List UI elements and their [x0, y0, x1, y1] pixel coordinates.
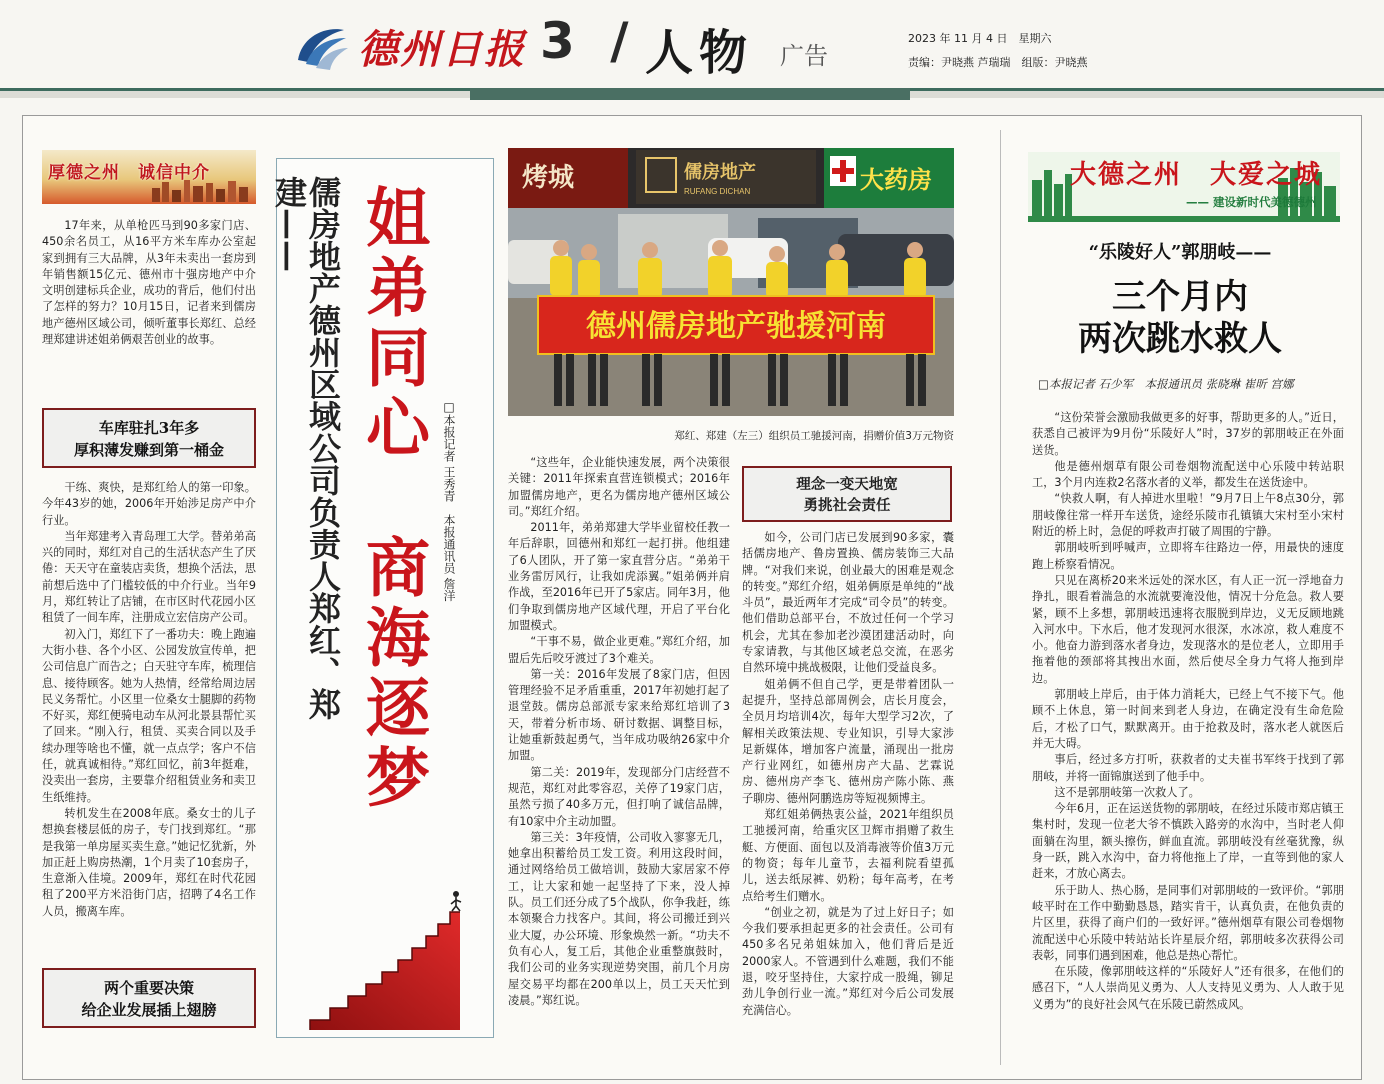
- column-divider: [1000, 130, 1001, 1065]
- intro-text: 17年来，从单枪匹马到90多家门店、450余名员工，从16平方米车库办公室起家到拥有三大品牌，从3年未卖出一套房到年销售额15亿元、德州市十强房地产中介文明创建标兵企业，成功的背后，他们付出了怎样的努力？10月15日，记者来到儒房地产德州区域公司，倾听董事长郑红、总经理郑建讲述姐弟俩艰苦创业的故事。: [42, 219, 256, 347]
- paragraph: “快救人啊，有人掉进水里啦！”9月7日上午8点30分，郭朋岐像往常一样开车送货，途经乐陵市孔镇镇大宋村至小宋村附近的桥上时，急促的呼救声打破了周围的宁静。: [1032, 492, 1344, 539]
- staircase-illustration: [300, 880, 480, 1030]
- paragraph: “这些年，企业能快速发展，两个决策很关键：2011年探索直营连锁模式；2016年加盟儒房地产，更名为儒房地产德州区域公司。”郑红介绍。: [508, 456, 730, 518]
- right-banner-subtitle: —— 建设新时代美德德州: [1186, 195, 1317, 209]
- feature-subtitle: 儒房地产德州区域公司负责人郑红、郑建——: [270, 176, 342, 720]
- headline-line: 三个月内: [1112, 277, 1248, 317]
- paragraph: 第一关：2016年发展了8家门店，但因管理经验不足矛盾重重，2017年初她打起了退堂鼓。儒房总部派专家来给郑红培训了3天，带着分析市场、研讨数据、调整目标，让她重新鼓起勇气，当年成功吸纳26家中介加盟。: [508, 667, 730, 763]
- editors-line: 责编：尹晓燕 芦瑞瑞 组版：尹晓燕: [908, 56, 1088, 69]
- paper-logo-icon: [292, 22, 350, 72]
- subhead-line: 厚积薄发赚到第一桶金: [73, 441, 224, 459]
- right-banner-title: 大德之州 大爱之城: [1070, 160, 1323, 190]
- paragraph: 郑红姐弟俩热衷公益，2021年组织员工驰援河南，给重灾区卫辉市捐赠了救生艇、方便面、面包以及消毒液等价值3万元的物资；每年儿童节，去福利院看望孤儿，送去纸尿裤、奶粉；每年高考，在考点给考生们赠水。: [742, 808, 954, 903]
- paragraph: 当年郑建考入青岛理工大学。替弟弟高兴的同时，郑红对自己的生活状态产生了厌倦：天天守在童装店卖货，想换个活法，思前想后选中了门槛较低的中介行业。当年9月，郑红转让了店铺，在市区时代花园小区租赁了一间车库，注册成立宏信房产公司。: [42, 529, 256, 625]
- subhead-box: [742, 466, 952, 522]
- photo-sign-pharmacy: 大药房: [860, 167, 932, 194]
- paragraph: 转机发生在2008年底。桑女士的儿子想换套楼层低的房子，专门找到郑红。“那是我第一单房屋买卖生意。”她记忆犹新，外加正赶上购房热潮，1个月卖了10套房子，生意渐入佳境。2009年，郑红在时代花园租了200平方米沿街门店，招聘了4名工作人员，搬离车库。: [42, 806, 256, 918]
- intro-paragraph: [42, 218, 256, 348]
- paragraph: 这不是郭朋岐第一次救人了。: [1054, 785, 1200, 799]
- photo-caption: 郑红、郑建（左三）组织员工驰援河南，捐赠价值3万元物资: [674, 430, 954, 442]
- paragraph: 第三关：3年疫情，公司收入寥寥无几，她拿出积蓄给员工发工资。利用这段时间，通过网络给员工做培训，鼓励大家居家不停工，让大家和她一起坚持了下来，没人掉队。员工们还分成了5个战队，你争我赶，练本领聚合力找客户。其间，将公司搬迁到兴业大厦，办公环境、形象焕然一新。“功夫不负有心人，复工后，其他企业重整旗鼓时，我们公司的业务实现逆势突围，前几个月房屋交易平均都在200单以上，员工天天忙到凌晨。”郑红说。: [508, 830, 730, 1007]
- feature-main-title: 姐弟同心 商海逐梦: [355, 184, 430, 814]
- subhead-line: 勇挑社会责任: [803, 497, 891, 514]
- subhead-box: [42, 968, 256, 1028]
- subhead-line: 理念一变天地宽: [796, 476, 898, 493]
- article-byline: □本报记者 石少军 本报通讯员 张晓琳 崔昕 宫娜: [1038, 377, 1294, 391]
- page-section: 人物: [645, 25, 754, 81]
- paragraph: 郭朋岐听到呼喊声，立即将车往路边一停，用最快的速度跑上桥察看情况。: [1032, 541, 1344, 571]
- subhead-line: 给企业发展插上翅膀: [81, 1001, 217, 1019]
- paragraph: 初入门，郑红下了一番功夫：晚上跑遍大街小巷、各个小区、公园发放宣传单，把公司信息广而告之；白天驻守车库，梳理信息、接待顾客。她为人热情，经常给周边居民义务帮忙。小区里一位桑女士腿脚的药物不好买，郑红便骑电动车从河北景县帮忙买了回来。“刚入行，租赁、买卖合同以及手续办理等啥也不懂，就一点点学；客户不信任，就真诚相待。”郑红回忆，前3年挺难，没卖出一套房，主要靠介绍租赁业务和卖卫生纸维持。: [42, 627, 256, 804]
- issue-date: 2023 年 11 月 4 日 星期六: [908, 32, 1052, 45]
- page-category: 广告: [780, 42, 828, 70]
- page-number: [540, 12, 628, 70]
- paragraph: 如今，公司门店已发展到90多家，囊括儒房地产、鲁房置换、儒房装饰三大品牌。“对我们来说，创业最大的困难是观念的转变。”郑红介绍，姐弟俩原是单纯的“战斗员”，最近两年才完成“司令员”的转变。他们借助总部平台，不放过任何一个学习机会，尤其在参加老沙漠团建活动时，向专家请教，与其他区域老总交流，在恶劣自然环境中挑战极限，让他们受益良多。: [742, 531, 954, 675]
- photo-sign-brand-en: RUFANG DICHAN: [684, 187, 751, 196]
- article-column: [42, 480, 256, 920]
- subhead-line: 车库驻扎3年多: [98, 419, 200, 437]
- subhead-line: 两个重要决策: [103, 979, 194, 997]
- paragraph: 乐于助人、热心肠，是同事们对郭朋岐的一致评价。“郭朋岐平时在工作中勤勤恳恳，踏实肯干，认真负责，在他负责的片区里，获得了商户们的一致好评。”德州烟草有限公司卷烟物流配送中心乐陵中转站站长许星辰介绍，郭朋岐多次获得公司表彰，同事们遇到困难，他总是热心帮忙。: [1032, 883, 1344, 962]
- paragraph: 郭朋岐上岸后，由于体力消耗大，已经上气不接下气。他顾不上休息，第一时间来到老人身边，在确定没有生命危险后，才松了口气，默默离开。由于抢救及时，落水老人就医后并无大碍。: [1032, 688, 1344, 750]
- paragraph: 他是德州烟草有限公司卷烟物流配送中心乐陵中转站职工，3个月内连救2名落水者的义举，都发生在送货途中。: [1032, 459, 1344, 490]
- photo-banner-text: 德州儒房地产驰援河南: [586, 310, 886, 343]
- paragraph: “创业之初，就是为了过上好日子；如今我们要承担起更多的社会责任。公司有450多名兄弟姐妹加入，他们背后是近2000家人。不管遇到什么难题，我们不能退，咬牙坚持住，大家拧成一股绳，铆足劲儿争创行业一流。”郑红对今后公司发展充满信心。: [742, 905, 954, 1017]
- article-headline: [1010, 276, 1350, 360]
- paragraph: “这份荣誉会激励我做更多的好事，帮助更多的人。”近日，获悉自己被评为9月份“乐陵好人”时，37岁的郭朋岐正在外面送货。: [1032, 411, 1344, 457]
- page-number-value: 3: [540, 12, 575, 70]
- paragraph: 第二关：2019年，发现部分门店经营不规范，郑红对此零容忍，关停了19家门店，虽然亏损了40多万元，但打响了诚信品牌，有10家中介主动加盟。: [508, 765, 730, 828]
- paragraph: 在乐陵，像郭朋岐这样的“乐陵好人”还有很多，在他们的感召下，“人人崇尚见义勇为、人人支持见义勇为、人人敢于见义勇为”的良好社会风气在乐陵已蔚然成风。: [1032, 965, 1344, 1011]
- news-photo: [508, 148, 954, 416]
- paragraph: 今年6月，正在运送货物的郭朋岐，在经过乐陵市郑店镇王集村时，发现一位老大爷不慎跌入路旁的水沟中，当时老人仰面躺在沟里，额头擦伤，鲜血直流。郭朋岐没有丝毫犹豫，纵身一跃，跳入水沟中，奋力将他拖上了岸，一直等到他的家人赶来，才放心离去。: [1032, 802, 1344, 881]
- paragraph: 2011年，弟弟郑建大学毕业留校任教一年后辞职，回德州和郑红一起打拼。他组建了6人团队，开了第一家直营分店。“弟弟干业务雷厉风行，让我如虎添翼。”姐弟俩并肩作战，至2016年已开了5家店。同年3月，他们争取到儒房地产区域代理，开启了平台化加盟模式。: [508, 521, 730, 632]
- article-column: [508, 455, 730, 1009]
- feature-byline: □本报记者 王秀青 本报通讯员 詹洋: [442, 400, 456, 602]
- page-number-separator: /: [610, 12, 629, 70]
- masthead-rule-accent: [470, 88, 910, 100]
- headline-line: 两次跳水救人: [1078, 319, 1282, 359]
- paragraph: 事后，经过多方打听，获救者的丈夫崔书军终于找到了郭朋岐，并将一面锦旗送到了他手中。: [1032, 753, 1344, 783]
- paragraph: “干事不易，做企业更难。”郑红介绍，加盟后先后咬牙渡过了3个难关。: [508, 635, 730, 665]
- paragraph: 姐弟俩不但自己学，更是带着团队一起提升，坚持总部周例会，店长月度会，全员月均培训4次，每年大型学习2次，了解相关政策法规、专业知识，引导大家涉足新媒体，增加客户流量，涌现出一批房产行业网红，如德州房产大晶、艺霖说房、德州房产李飞、德州房产陈小陈、燕子聊房、德州阿鹏选房等短视频博主。: [742, 677, 954, 805]
- subhead-box: [42, 408, 256, 468]
- photo-sign-brand: 儒房地产: [684, 162, 756, 182]
- masthead: [0, 0, 1384, 100]
- paragraph: 只见在离桥20来米远处的深水区，有人正一沉一浮地奋力挣扎，眼看着湍急的水流就要淹没他，情况十分危急。救人要紧，顾不上多想，郭朋岐迅速将衣服脱到岸边，义无反顾地跳入河水中。下水后，他才发现河水很深，水冰凉，救人难度不小。他奋力游到落水者身边，发现落水的是位老人，立即用手拖着他的颈部将其拽出水面，然后使尽全身力气将人拖到岸边。: [1032, 573, 1344, 685]
- photo-sign-left: 烤城: [522, 162, 575, 192]
- article-column: [742, 530, 954, 1019]
- paper-name: 德州日报: [358, 26, 526, 73]
- column-banner-title: 厚德之州 诚信中介: [48, 163, 210, 183]
- article-kicker: “乐陵好人”郭朋岐——: [1088, 242, 1272, 263]
- paragraph: 干练、爽快，是郑红给人的第一印象。今年43岁的她，2006年开始涉足房产中介行业。: [42, 481, 256, 527]
- article-column: [1032, 410, 1344, 1013]
